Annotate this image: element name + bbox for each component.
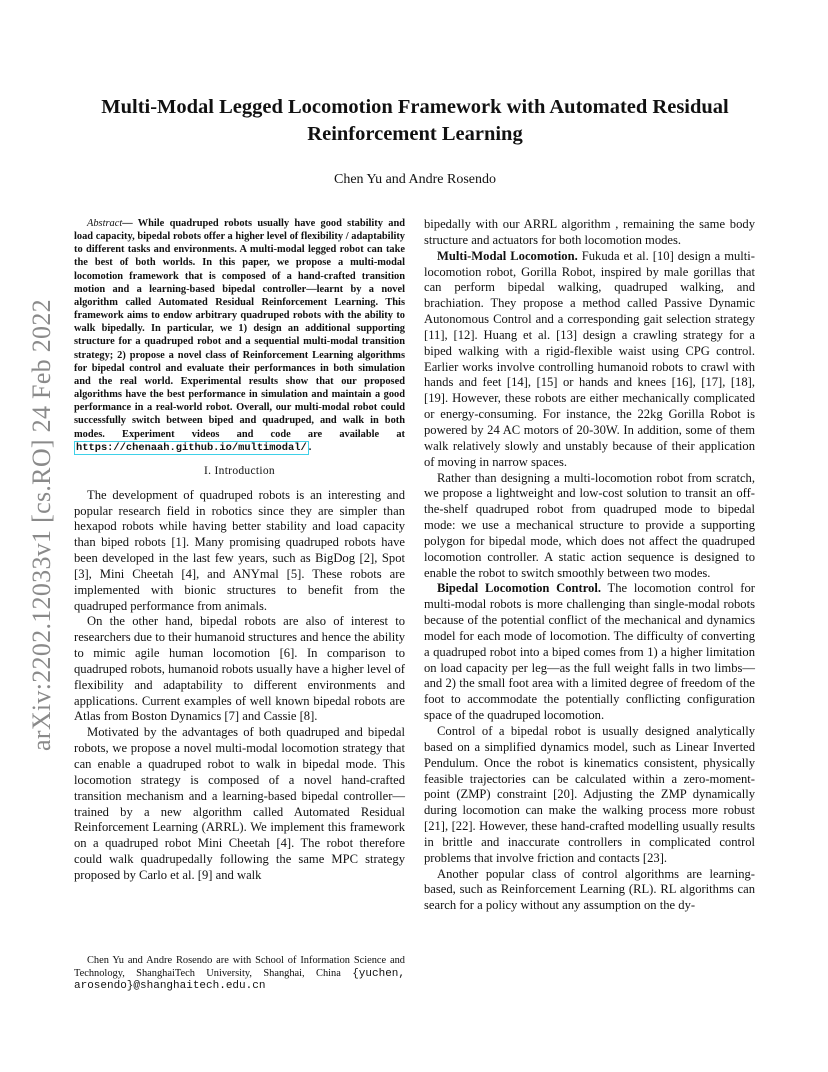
abstract-text: — While quadruped robots usually have good stability and load capacity, bipedal robots offer a higher level of flexibility / adaptability to different tasks and environments. A multi-modal legged robot can take the best of both worlds. In this paper, we propose a multi-modal locomotion framework that is composed of a hand-crafted transition motion and a learning-based bipedal controller—learnt by a novel algorithm called Automated Residual Reinforcement Learning. This framework aims to endow arbitrary quadruped robots with the ability to walk bipedally. In particular, we 1) design an additional supporting structure for a quadruped robot and a sequential multi-modal transition strategy; 2) propose a novel class of Reinforcement Learning algorithms for bipedal control and evaluate their performances in both simulation and the real world. Experimental results show that our proposed algorithms have the best performance in simulation and maintain a good performance in a real-world robot. Overall, our multi-modal robot could successfully switch between biped and quadruped, and walk in both modes. Experiment videos and code are available at: [74, 218, 405, 440]
body-paragraph: The development of quadruped robots is an interesting and popular research field in robotics since they are simpler than hexapod robots while having better stability and load capacity than biped robots [1]. Many promising quadruped robots have been developed in the last few years, such as BigDog [2], Spot [3], Mini Cheetah [4], and ANYmal [5]. These robots are implemented with bionic structures to benefit from the quadruped performance from animals.: [74, 487, 405, 613]
left-column: [74, 217, 405, 884]
body-paragraph: [424, 867, 755, 915]
arxiv-identifier-text: arXiv:2202.12033v1 [cs.RO] 24 Feb 2022: [27, 299, 57, 751]
arxiv-identifier: [22, 285, 62, 765]
body-paragraph: Motivated by the advantages of both quadruped and bipedal robots, we propose a novel multi-modal locomotion strategy that can enable a quadruped robot to walk in bipedal mode. This locomotion strategy is composed of a novel hand-crafted transition mechanism and a learning-based bipedal controller—trained by a new algorithm called Automated Residual Reinforcement Learning (ARRL). We implement this framework on a quadruped robot Mini Cheetah [4]. The robot therefore could walk quadrupedally following the same MPC strategy proposed by Carlo et al. [9] and walk: [74, 725, 405, 882]
project-link[interactable]: https://chenaah.github.io/multimodal/: [76, 441, 307, 454]
body-paragraph: [424, 724, 755, 867]
author-footnote: [74, 955, 405, 993]
abstract-end: .: [308, 441, 312, 453]
abstract: [74, 217, 405, 455]
paragraph-text: Another popular class of control algorithms are learning-based, such as Reinforcement Learning (RL). RL algorithms can search for a policy without any assumption on the dy-: [424, 866, 755, 913]
body-paragraph: On the other hand, bipedal robots are also of interest to researchers due to their humanoid structures and hence the ability to mimic agile human locomotion [6]. In comparison to quadruped robots, humanoid robots usually have a higher level of flexibility and adaptability to different environments and applications. Current examples of well known bipedal robots are Atlas from Boston Dynamics [7] and Cassie [8].: [74, 614, 405, 724]
paper-authors: Chen Yu and Andre Rosendo: [333, 172, 497, 187]
body-paragraph: [424, 249, 755, 471]
paragraph-heading: Bipedal Locomotion Control.: [437, 581, 602, 596]
right-column-body: [424, 217, 755, 914]
section-heading-introduction: I. Introduction: [204, 464, 275, 477]
paragraph-text: Control of a bipedal robot is usually designed analytically based on a simplified dynamics model, such as Linear Inverted Pendulum. Once the robot is kinematics consistent, physically feasible trajectories can be calculated within a zero-moment-point (ZMP) constraint [20]. Adjusting the ZMP dynamically during locomotion can make the walking process more robust [21], [22]. However, these hand-crafted modelling usually results in brittle and inaccurate controllers in complicated control problems that involve friction and contacts [23].: [424, 724, 755, 865]
paragraph-heading: Multi-Modal Locomotion.: [437, 248, 578, 263]
paragraph-text: The locomotion control for multi-modal robots is more challenging than single-modal robots because of the potential conflict of the mechanical and dynamics model for each mode of locomotion. The difficulty of converting a quadruped robot into a biped comes from 1) a higher limitation on load capacity per leg—as the full weight falls in two limbs—and 2) the small foot area with a limited degree of freedom of the foot to accommodate the potentially conflicting configuration space of the quadruped locomotion.: [424, 581, 755, 723]
body-paragraph: [424, 471, 755, 582]
right-column: [424, 217, 755, 914]
abstract-label: Abstract: [87, 218, 123, 229]
paragraph-text: bipedally with our ARRL algorithm , remaining the same body structure and actuators for both locomotion modes.: [424, 217, 755, 247]
footnote-text: Chen Yu and Andre Rosendo are with School of Information Science and Technology, ShanghaiTech University, Shanghai, China: [74, 955, 405, 979]
body-paragraph: [424, 581, 755, 724]
footnote-email-b: arosendo}@shanghaitech.edu.cn: [74, 980, 266, 993]
paragraph-text: Fukuda et al. [10] design a multi-locomotion robot, Gorilla Robot, inspired by male gorillas that can perform bipedal walking, quadruped walking, and brachiation. They propose a method called Passive Dynamic Autonomous Control and a corresponding gait selection strategy [11], [12]. Huang et al. [13] design a crawling strategy for a biped walking with a rigid-flexible waist using CPG control. Earlier works involve controlling humanoid robots to crawl with hands and feet [14], [15] or hands and knees [16], [17], [18], [19]. However, these robots are either mechanically complicated or energy-consuming. For instance, the 22kg Gorilla Robot is powered by 24 AC motors of 20-30W. In addition, some of them walk relatively slowly and unstably because of their application of moving in narrow spaces.: [424, 248, 755, 469]
footnote-email-a: {yuchen,: [352, 967, 405, 980]
paper-title: Multi-Modal Legged Locomotion Framework with Automated Residual Reinforcement Learning: [101, 96, 729, 145]
introduction-body: [74, 488, 405, 884]
paragraph-text: Rather than designing a multi-locomotion robot from scratch, we propose a lightweight and low-cost solution to transit an off-the-shelf quadruped robot from quadruped mode to bipedal mode: we use a mechanical structure to provide a supporting polygon for bipedal mode, which does not affect the quadruped locomotion controller. A static action sequence is designed to enable the robot to switch smoothly between two modes.: [424, 470, 755, 580]
body-paragraph: [424, 217, 755, 249]
